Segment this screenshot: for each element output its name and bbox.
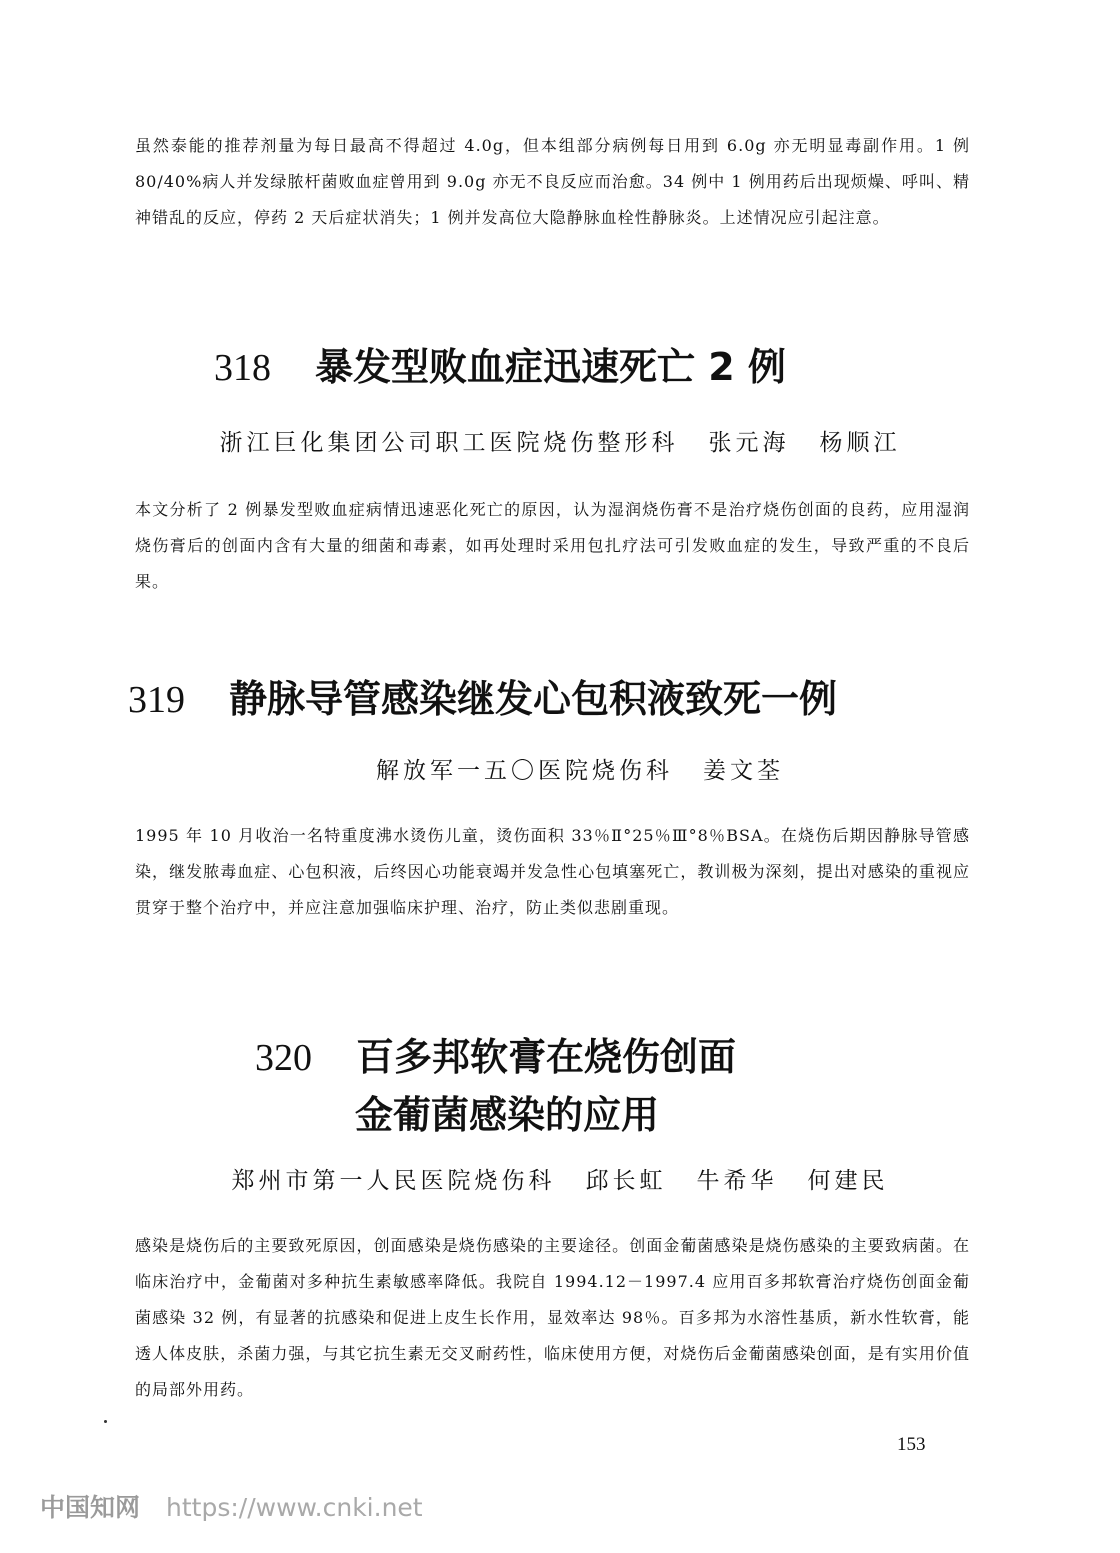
author-name: 何建民 [807, 1168, 889, 1194]
article-heading: 静脉导管感染继发心包积液致死一例 [229, 677, 838, 721]
article-title-320 [0, 1026, 1120, 1081]
cnki-url: https://www.cnki.net [166, 1493, 423, 1522]
author-name: 牛希华 [696, 1168, 778, 1194]
article-heading-line1: 百多邦软膏在烧伤创面 [356, 1035, 737, 1079]
article-title-318 [0, 336, 1120, 391]
abstract-318: 本文分析了 2 例暴发型败血症病情迅速恶化死亡的原因，认为湿润烧伤膏不是治疗烧伤创面的良药，应用湿润烧伤膏后的创面内含有大量的细菌和毒素，如再处理时采用包扎疗法可引发败血症的发生，导致严重的不良后果。 [135, 500, 970, 591]
article-title-319 [0, 668, 1120, 723]
article-number: 320 [255, 1037, 312, 1079]
author-line-319 [0, 752, 1120, 785]
affiliation: 郑州市第一人民医院烧伤科 [231, 1168, 556, 1194]
cnki-watermark [40, 1488, 423, 1524]
article-heading-line2: 金葡菌感染的应用 [355, 1093, 660, 1137]
scan-dot [104, 1420, 107, 1423]
author-name: 杨顺江 [819, 430, 901, 456]
abstract-320: 感染是烧伤后的主要致死原因，创面感染是烧伤感染的主要途径。创面金葡菌感染是烧伤感染的主要致病菌。在临床治疗中，金葡菌对多种抗生素敏感率降低。我院自 1994.12－1997.4 应用百多邦软膏治疗烧伤创面金葡菌感染 32 例，有显著的抗感染和促进上皮生长作用，显效率达 98％。百多邦为水溶性基质，新水性软膏，能透人体皮肤，杀菌力强，与其它抗生素无交叉耐药性，临床使用方便，对烧伤后金葡菌感染创面，是有实用价值的局部外用药。 [135, 1236, 970, 1399]
cnki-logo: 中国知网 [40, 1493, 141, 1522]
article-heading: 暴发型败血症迅速死亡 2 例 [315, 345, 786, 389]
affiliation: 浙江巨化集团公司职工医院烧伤整形科 [219, 430, 679, 456]
abstract-319: 1995 年 10 月收治一名特重度沸水烫伤儿童，烫伤面积 33％Ⅱ°25％Ⅲ°8％BSA。在烧伤后期因静脉导管感染，继发脓毒血症、心包积液，后终因心功能衰竭并发急性心包填塞死亡，教训极为深刻，提出对感染的重视应贯穿于整个治疗中，并应注意加强临床护理、治疗，防止类似悲剧重现。 [135, 826, 970, 917]
author-name: 姜文荃 [703, 758, 784, 784]
author-line-318 [0, 424, 1120, 457]
author-line-320 [0, 1162, 1120, 1195]
author-name: 张元海 [708, 430, 790, 456]
article-number: 319 [128, 679, 185, 721]
article-title-320-line2 [0, 1084, 1120, 1139]
page-number: 153 [897, 1434, 926, 1455]
affiliation: 解放军一五〇医院烧伤科 [376, 758, 673, 784]
article-number: 318 [214, 347, 271, 389]
continuation-paragraph: 虽然泰能的推荐剂量为每日最高不得超过 4.0g，但本组部分病例每日用到 6.0g 亦无明显毒副作用。1 例 80/40%病人并发绿脓杆菌败血症曾用到 9.0g 亦无不良反应而治愈。34 例中 1 例用药后出现烦燥、呼叫、精神错乱的反应，停药 2 天后症状消失；1 例并发高位大隐静脉血栓性静脉炎。上述情况应引起注意。 [135, 136, 970, 227]
author-name: 邱长虹 [585, 1168, 667, 1194]
